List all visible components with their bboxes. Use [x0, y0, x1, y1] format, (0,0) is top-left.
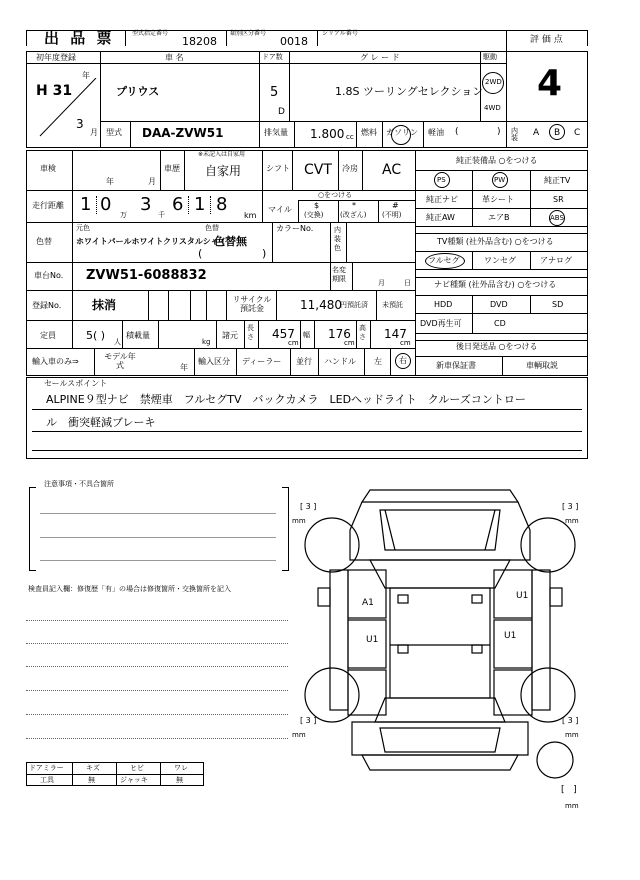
navi-hdd: HDD [434, 300, 453, 309]
navi-sd: SD [552, 300, 564, 309]
serial-number-label: シリアル番号 [322, 30, 358, 37]
width-label: 幅 [303, 331, 310, 339]
history-label: 車歴 [164, 164, 180, 173]
recycle-deposited: 円預託済 [340, 301, 368, 309]
color-change-label: 色替 [205, 224, 219, 232]
color-bracket-open: ( [198, 247, 203, 260]
tv-oneseg: ワンセグ [484, 256, 516, 265]
mark-a1: A1 [362, 598, 374, 608]
acc-header-crack: ヒビ [130, 764, 144, 772]
height-value: 147 [384, 327, 407, 341]
acc-header-mirror: ドアミラー [29, 764, 64, 772]
door-type-value: D [278, 107, 285, 117]
import-year-mark: 年 [180, 363, 188, 372]
car-name-label: 車 名 [165, 53, 184, 62]
equip-airbag: エアB [488, 213, 510, 222]
length-value: 457 [272, 327, 295, 341]
equip-ps: PS [437, 176, 446, 184]
recycle-label: リサイクル預託金 [232, 295, 272, 313]
car-name-value: プリウス [116, 85, 160, 98]
interior-a: A [533, 128, 540, 138]
width-value: 176 [328, 327, 351, 341]
grade-value: 1.8S ツーリングセレクション [335, 85, 484, 98]
first-registration-diagonal [38, 78, 98, 138]
navi-dvd-play: DVD再生可 [420, 319, 462, 328]
handle-right: 右 [399, 356, 407, 365]
shaken-year-mark: 年 [106, 177, 114, 186]
tread-rear-left-unit: mm [292, 731, 306, 739]
mileage-digit-2: 0 [100, 194, 112, 215]
type-number-value: 18208 [182, 35, 217, 48]
load-unit: kg [202, 338, 211, 346]
sales-point-label: セールスポイント [44, 379, 108, 388]
model-label: 型式 [106, 128, 122, 137]
displacement-label: 排気量 [264, 128, 288, 137]
dims-label: 諸元 [222, 331, 238, 340]
color-value: ホワイトパールホワイトクリスタルシャイ [76, 237, 227, 246]
tamper-symbol: * [352, 201, 356, 210]
first-registration-era: H 31 [36, 83, 73, 99]
history-note: ※未記入は自家用 [198, 151, 246, 158]
capacity-unit: 人 [114, 338, 121, 346]
registration-value: 抹消 [92, 298, 117, 312]
tread-front-left-unit: mm [292, 517, 306, 525]
mileage-digit-5: 1 [194, 194, 206, 215]
equip-aw: 純正AW [426, 213, 455, 222]
ac-label: 冷房 [342, 164, 358, 173]
tv-type-title: TV種類 (社外品含む) ○をつける [437, 237, 554, 246]
chassis-value: ZVW51-6088832 [86, 268, 207, 283]
form-title: 出 品 票 [44, 29, 115, 47]
mile-label: マイル [268, 205, 292, 214]
acc-tools-value: 無 [88, 776, 95, 784]
sales-point-line-2: ル 衝突軽減ブレーキ [46, 416, 156, 429]
import-class-label: 輸入区分 [198, 357, 230, 366]
color-number-label: カラーNo. [276, 224, 314, 233]
tread-spare-unit: mm [565, 802, 579, 810]
score-label: 評 価 点 [530, 35, 563, 45]
drive-label: 駆動 [483, 53, 497, 61]
first-registration-label: 初年度登録 [36, 53, 76, 62]
grade-label: グ レ ー ド [360, 53, 400, 62]
navi-cd: CD [494, 319, 506, 328]
notes-bracket-right [282, 487, 289, 571]
handle-left: 左 [374, 357, 382, 366]
tread-rear-left: [ 3 ] [300, 716, 317, 725]
later-warranty: 新車保証書 [436, 361, 476, 370]
model-year-label: モデル年式 [104, 352, 136, 370]
registration-label: 登録No. [32, 301, 62, 310]
model-value: DAA-ZVW51 [142, 126, 224, 140]
inspector-note: 検査員記入欄：修復歴「有」の場合は修復箇所・交換箇所を記入 [28, 585, 231, 593]
first-registration-month-mark: 月 [90, 128, 98, 137]
load-label: 積載量 [126, 331, 150, 340]
tamper-label: (改ざん) [340, 211, 367, 219]
category-number-label: 類別区分番号 [230, 30, 267, 37]
displacement-unit: cc [346, 133, 354, 141]
later-title: 後日発送品 ○をつける [456, 342, 538, 351]
title-expiry-label: 名変期限 [332, 266, 346, 283]
car-damage-diagram [290, 470, 590, 815]
mark-u1-right-back: U1 [504, 631, 517, 641]
tread-rear-right: [ 3 ] [562, 716, 579, 725]
import-label: 輸入車のみ⇒ [32, 357, 79, 366]
mileage-man: 万 [120, 211, 127, 219]
title-expiry-month-mark: 月 [378, 279, 385, 287]
mileage-digit-6: 8 [216, 194, 228, 215]
acc-header-break: ワレ [174, 764, 188, 772]
mileage-sen: 千 [158, 211, 165, 219]
mileage-digit-3: 3 [140, 194, 152, 215]
fuel-label: 燃料 [361, 128, 377, 137]
first-registration-year-mark: 年 [82, 71, 90, 80]
navi-dvd: DVD [490, 300, 508, 309]
notes-title: 注意事項・不具合箇所 [44, 480, 114, 488]
doors-label: ドア数 [262, 53, 283, 61]
equipment-title: 純正装備品 ○をつける [456, 156, 538, 165]
acc-tools-label: 工具 [40, 776, 54, 784]
shaken-label: 車検 [40, 164, 56, 173]
mileage-digit-4: 6 [172, 194, 184, 215]
height-label: 高さ [359, 324, 366, 341]
mark-u1-left: U1 [366, 635, 379, 645]
diesel-bracket-close: ) [497, 127, 501, 137]
handle-label: ハンドル [324, 357, 356, 366]
shift-value: CVT [304, 162, 332, 178]
width-unit: cm [344, 339, 355, 347]
drive-2wd: 2WD [485, 78, 502, 86]
notes-bracket-left [29, 487, 36, 571]
shift-label: シフト [266, 164, 290, 173]
dealer-option: ディーラー [242, 357, 282, 366]
mileage-label: 走行距離 [32, 201, 64, 210]
length-unit: cm [288, 339, 299, 347]
equip-pw: PW [494, 176, 506, 184]
mark-u1-right-front: U1 [516, 591, 529, 601]
acc-header-scratch: キズ [86, 764, 100, 772]
tv-analog: アナログ [540, 256, 572, 265]
interior-b: B [554, 128, 561, 138]
drive-4wd: 4WD [484, 104, 501, 112]
color-change-value: 色替無 [214, 235, 247, 248]
fuel-value: ガソリン [386, 128, 418, 137]
swap-symbol: $ [314, 201, 320, 210]
tread-front-right-unit: mm [565, 517, 579, 525]
interior-c: C [574, 128, 581, 138]
tread-front-right: [ 3 ] [562, 502, 579, 511]
mileage-digit-1: 1 [80, 194, 92, 215]
unknown-label: (不明) [382, 211, 402, 219]
equip-abs: ABS [550, 214, 564, 222]
height-unit: cm [400, 339, 411, 347]
chassis-label: 車台No. [34, 271, 64, 280]
sales-point-line-1: ALPINE９型ナビ 禁煙車 フルセグTV バックカメラ LEDヘッドライト クルーズコントロー [46, 393, 526, 406]
interior-label: 内装 [511, 127, 518, 142]
capacity-value: 5( ) [86, 329, 106, 342]
navi-type-title: ナビ種類 (社外品含む) ○をつける [434, 280, 557, 289]
parallel-option: 並行 [296, 357, 312, 366]
tread-rear-right-unit: mm [565, 731, 579, 739]
title-expiry-day-mark: 日 [404, 279, 411, 287]
first-registration-month: 3 [76, 117, 84, 131]
acc-jack-label: ジャッキ [120, 776, 148, 784]
displacement-value: 1.800 [310, 127, 345, 141]
history-value: 自家用 [205, 164, 242, 178]
length-label: 長さ [247, 324, 254, 341]
category-number-value: 0018 [280, 35, 308, 48]
mark-note: ○をつける [318, 191, 353, 199]
color-bracket-close: ) [262, 247, 267, 260]
unknown-symbol: # [392, 201, 399, 210]
color-original-label: 元色 [76, 224, 90, 232]
tread-spare: [ ] [561, 785, 577, 795]
ac-value: AC [382, 162, 402, 178]
equip-leather: 革シート [482, 195, 514, 204]
color-label-outer: 色替 [36, 237, 52, 246]
type-number-label: 型式指定番号 [132, 30, 169, 37]
acc-jack-value: 無 [176, 776, 183, 784]
diesel-label: 軽油 [428, 128, 444, 137]
recycle-not-deposited: 未預託 [382, 301, 403, 309]
equip-sr: SR [553, 195, 564, 204]
score-value: 4 [537, 63, 563, 104]
mileage-km: km [244, 211, 257, 220]
swap-label: (交換) [304, 211, 324, 219]
equip-navi: 純正ナビ [426, 195, 458, 204]
tv-fullseg: フルセグ [428, 256, 460, 265]
capacity-label: 定員 [40, 331, 56, 340]
diesel-bracket-open: ( [455, 127, 459, 137]
recycle-value: 11,480 [300, 298, 342, 312]
shaken-month-mark: 月 [148, 177, 156, 186]
interior-color-label: 内装色 [334, 226, 341, 252]
doors-value: 5 [270, 85, 279, 100]
equip-tv: 純正TV [544, 176, 571, 185]
later-manual: 車輌取説 [526, 361, 558, 370]
tread-front-left: [ 3 ] [300, 502, 317, 511]
